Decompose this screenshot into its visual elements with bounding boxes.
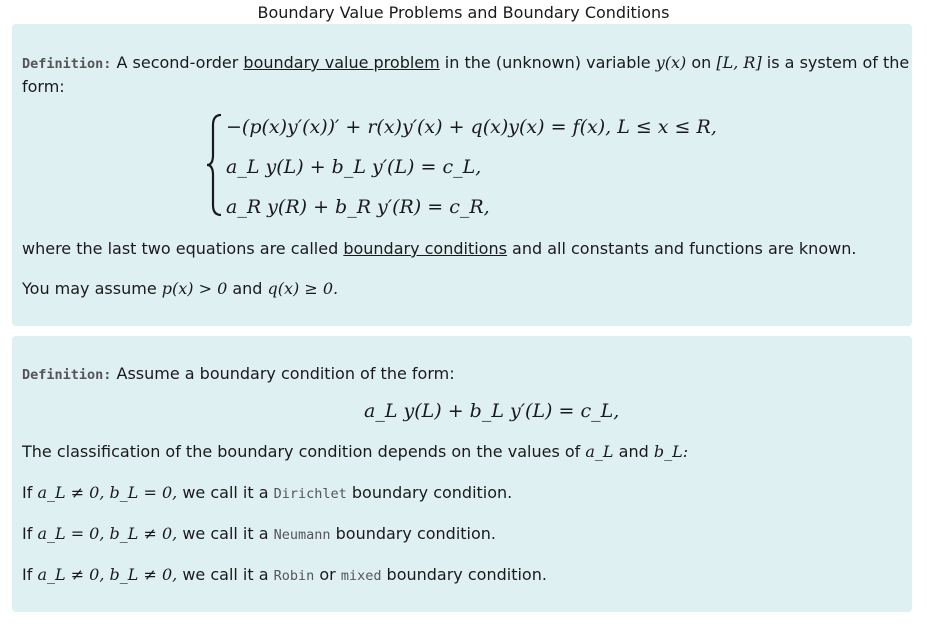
boundary-value-problem-link[interactable]: boundary value problem [243, 53, 440, 72]
definition2-label: Definition: [22, 367, 112, 383]
definition-box-bvp [12, 24, 912, 326]
case-neumann: If a_L = 0, b_L ≠ 0, we call it a Neumann boundary condition. [22, 524, 496, 543]
equation-ode: −(p(x)y′(x))′ + r(x)y′(x) + q(x)y(x) = f(x), L ≤ x ≤ R, [226, 116, 717, 138]
definition-intro: Definition: A second-order boundary value problem in the (unknown) variable y(x) on [L, R] is a system of the [22, 53, 910, 72]
math-interval: [L, R] [716, 53, 762, 72]
math-p-positive: p(x) > 0 [161, 279, 228, 298]
page-title: Boundary Value Problems and Boundary Conditions [257, 3, 670, 22]
equation-right-bc: a_R y(R) + b_R y′(R) = c_R, [226, 196, 490, 218]
math-q-nonnegative: q(x) ≥ 0. [267, 279, 339, 298]
case-robin: If a_L ≠ 0, b_L ≠ 0, we call it a Robin or mixed boundary condition. [22, 565, 547, 584]
dirichlet-term: Dirichlet [273, 486, 347, 502]
definition-box-classification [12, 336, 912, 612]
equation-left-bc: a_L y(L) + b_L y′(L) = c_L, [226, 156, 482, 178]
case-dirichlet: If a_L ≠ 0, b_L = 0, we call it a Dirichlet boundary condition. [22, 483, 513, 502]
definition2-intro: Definition: Assume a boundary condition of the form: [22, 364, 455, 383]
boundary-conditions-link[interactable]: boundary conditions [343, 239, 507, 258]
neumann-term: Neumann [273, 527, 331, 543]
definition-label: Definition: [22, 56, 112, 72]
definition-intro-line2: form: [22, 77, 65, 96]
definition-assumption: You may assume p(x) > 0 and q(x) ≥ 0. [22, 279, 339, 298]
robin-term: Robin [273, 568, 315, 584]
equation-boundary-condition: a_L y(L) + b_L y′(L) = c_L, [364, 400, 620, 422]
left-brace-icon [205, 113, 225, 217]
math-y-of-x: y(x) [655, 53, 687, 72]
mixed-term: mixed [340, 568, 382, 584]
classification-text: The classification of the boundary condition depends on the values of a_L and b_L: [22, 442, 689, 461]
definition-where-text: where the last two equations are called boundary conditions and all constants and functions are known. [22, 239, 857, 258]
